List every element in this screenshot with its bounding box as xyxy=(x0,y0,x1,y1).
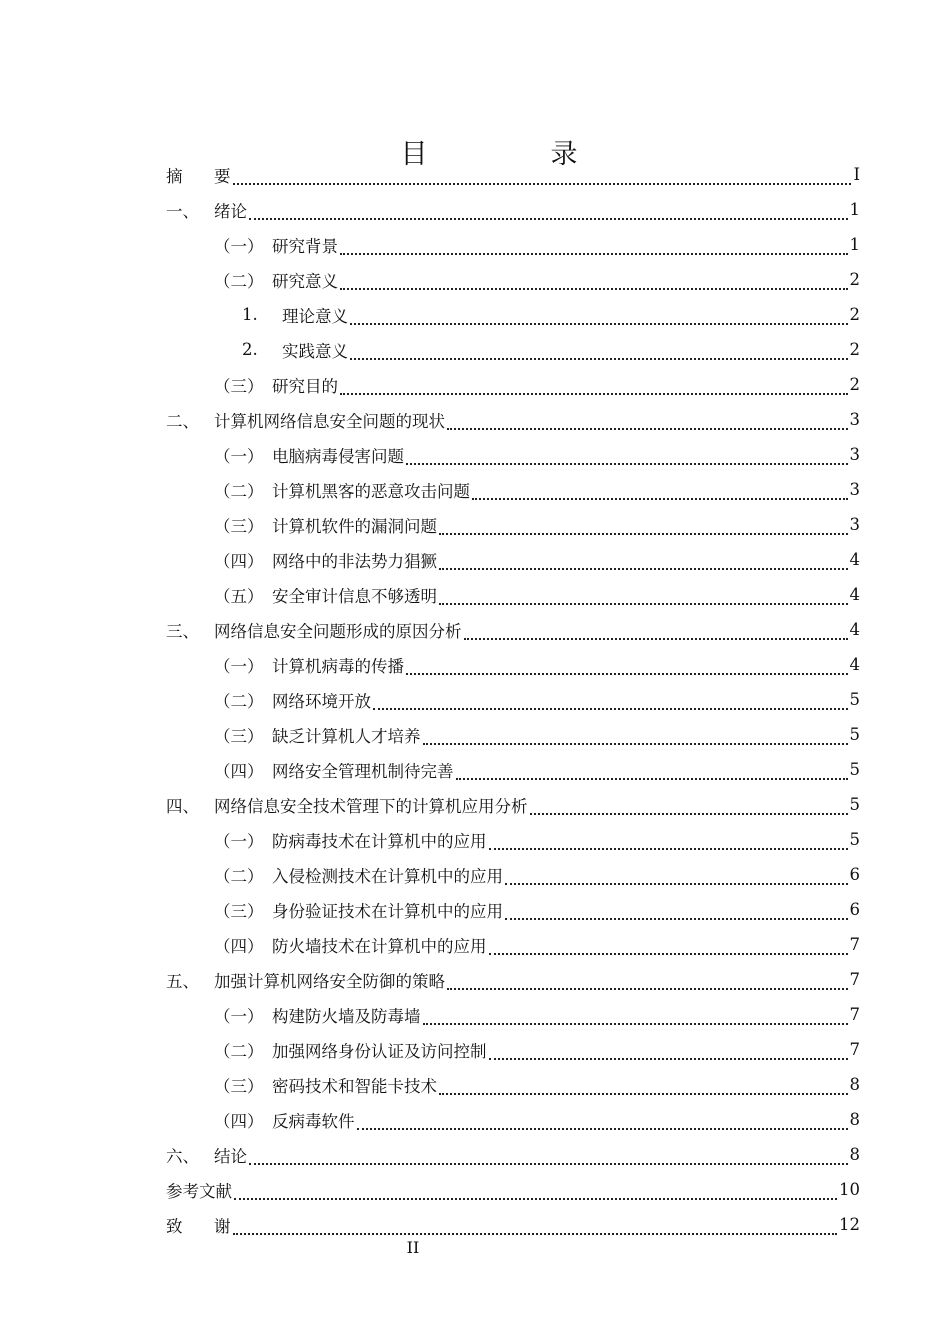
toc-entry-page: 4 xyxy=(849,655,860,674)
toc-entry[interactable] xyxy=(166,612,860,647)
dot-leader xyxy=(439,517,848,535)
dot-leader xyxy=(472,482,848,500)
toc-entry-page: 8 xyxy=(849,1110,860,1129)
dot-leader xyxy=(456,762,848,780)
toc-entry-page: 7 xyxy=(849,935,860,954)
toc-entry-title: 缺乏计算机人才培养 xyxy=(272,726,421,746)
toc-entry-page: 4 xyxy=(849,585,860,604)
toc-entry[interactable] xyxy=(166,227,860,262)
toc-entry[interactable] xyxy=(166,1137,860,1172)
dot-leader xyxy=(373,692,848,710)
toc-entry-page: 12 xyxy=(839,1215,860,1234)
dot-leader xyxy=(233,1217,838,1235)
toc-entry-page: 1 xyxy=(849,200,860,219)
dot-leader xyxy=(439,587,848,605)
toc-entry[interactable] xyxy=(166,997,860,1032)
toc-entry-number: （一） xyxy=(214,831,264,851)
dot-leader xyxy=(406,657,848,675)
toc-entry-title: 计算机网络信息安全问题的现状 xyxy=(214,411,445,431)
toc-entry[interactable] xyxy=(166,927,860,962)
toc-entry-title: 加强网络身份认证及访问控制 xyxy=(272,1041,487,1061)
dot-leader xyxy=(489,832,848,850)
dot-leader xyxy=(350,307,848,325)
toc-entry-title: 研究目的 xyxy=(272,376,338,396)
toc-entry-page: 5 xyxy=(849,690,860,709)
dot-leader xyxy=(505,867,848,885)
toc-entry-page: 6 xyxy=(849,900,860,919)
toc-entry[interactable] xyxy=(166,507,860,542)
toc-entry-number: （四） xyxy=(214,761,264,781)
dot-leader xyxy=(249,1147,848,1165)
toc-entry-page: 4 xyxy=(849,620,860,639)
toc-entry-number: 摘 xyxy=(166,166,183,186)
toc-title: 目 录 xyxy=(400,139,626,171)
toc-entry-page: 3 xyxy=(849,445,860,464)
dot-leader xyxy=(530,797,848,815)
toc-entry[interactable] xyxy=(166,822,860,857)
dot-leader xyxy=(489,1042,848,1060)
toc-entry-page: 7 xyxy=(849,970,860,989)
toc-entry[interactable] xyxy=(166,1032,860,1067)
toc-entry-title: 要 xyxy=(214,166,231,186)
dot-leader xyxy=(489,937,848,955)
toc-entry[interactable] xyxy=(166,297,860,332)
toc-entry-title: 计算机病毒的传播 xyxy=(272,656,404,676)
toc-entry-page: 10 xyxy=(839,1180,860,1199)
toc-entry-number: （三） xyxy=(214,376,264,396)
dot-leader xyxy=(439,1077,848,1095)
toc-entry[interactable] xyxy=(166,437,860,472)
dot-leader xyxy=(423,1007,848,1025)
toc-entry-title: 网络信息安全技术管理下的计算机应用分析 xyxy=(214,796,528,816)
toc-entry-number: （四） xyxy=(214,551,264,571)
toc-entry-title: 实践意义 xyxy=(282,341,348,361)
table-of-contents xyxy=(166,157,860,1242)
dot-leader xyxy=(340,272,848,290)
toc-entry[interactable] xyxy=(166,472,860,507)
toc-entry[interactable] xyxy=(166,717,860,752)
toc-entry-page: 5 xyxy=(849,725,860,744)
toc-entry[interactable] xyxy=(166,1102,860,1137)
toc-entry-title: 谢 xyxy=(214,1216,231,1236)
toc-entry-title: 结论 xyxy=(214,1146,247,1166)
toc-entry-number: 六、 xyxy=(166,1146,199,1166)
dot-leader xyxy=(447,412,848,430)
toc-entry-title: 入侵检测技术在计算机中的应用 xyxy=(272,866,503,886)
toc-entry-number: （四） xyxy=(214,936,264,956)
toc-entry-number: （二） xyxy=(214,866,264,886)
toc-entry[interactable] xyxy=(166,192,860,227)
toc-entry-title: 密码技术和智能卡技术 xyxy=(272,1076,437,1096)
toc-entry-title: 计算机黑客的恶意攻击问题 xyxy=(272,481,470,501)
toc-entry[interactable] xyxy=(166,577,860,612)
toc-entry-title: 身份验证技术在计算机中的应用 xyxy=(272,901,503,921)
toc-entry[interactable] xyxy=(166,857,860,892)
dot-leader xyxy=(505,902,848,920)
toc-entry[interactable] xyxy=(166,647,860,682)
toc-entry-number: 1. xyxy=(242,305,258,324)
toc-entry-number: （一） xyxy=(214,656,264,676)
dot-leader xyxy=(340,377,848,395)
toc-entry-page: 2 xyxy=(849,375,860,394)
toc-entry-title: 计算机软件的漏洞问题 xyxy=(272,516,437,536)
toc-entry-title: 电脑病毒侵害问题 xyxy=(272,446,404,466)
toc-entry-page: 2 xyxy=(849,270,860,289)
toc-entry-number: （一） xyxy=(214,446,264,466)
toc-entry-number: （五） xyxy=(214,586,264,606)
toc-entry-page: 5 xyxy=(849,795,860,814)
toc-entry-title: 防火墙技术在计算机中的应用 xyxy=(272,936,487,956)
toc-entry-title: 加强计算机网络安全防御的策略 xyxy=(214,971,445,991)
toc-entry-page: 8 xyxy=(849,1075,860,1094)
dot-leader xyxy=(423,727,848,745)
toc-entry[interactable] xyxy=(166,1067,860,1102)
toc-entry-number: 2. xyxy=(242,340,258,359)
toc-entry-number: （三） xyxy=(214,516,264,536)
toc-entry-number: （二） xyxy=(214,481,264,501)
toc-entry[interactable] xyxy=(166,892,860,927)
toc-entry-title: 参考文献 xyxy=(166,1181,232,1201)
toc-entry-page: 5 xyxy=(849,830,860,849)
dot-leader xyxy=(249,202,848,220)
toc-entry-title: 网络安全管理机制待完善 xyxy=(272,761,454,781)
toc-entry-title: 绪论 xyxy=(214,201,247,221)
toc-entry[interactable] xyxy=(166,962,860,997)
toc-entry-title: 网络信息安全问题形成的原因分析 xyxy=(214,621,462,641)
toc-entry-title: 理论意义 xyxy=(282,306,348,326)
toc-entry-page: 6 xyxy=(849,865,860,884)
toc-entry-title: 网络环境开放 xyxy=(272,691,371,711)
toc-entry-page: 2 xyxy=(849,305,860,324)
toc-entry[interactable] xyxy=(166,157,860,192)
toc-entry-number: （二） xyxy=(214,691,264,711)
toc-entry-title: 研究背景 xyxy=(272,236,338,256)
dot-leader xyxy=(447,972,848,990)
dot-leader xyxy=(340,237,848,255)
toc-entry-number: （三） xyxy=(214,726,264,746)
toc-entry-page: 3 xyxy=(849,480,860,499)
toc-entry-title: 构建防火墙及防毒墙 xyxy=(272,1006,421,1026)
toc-entry-title: 安全审计信息不够透明 xyxy=(272,586,437,606)
dot-leader xyxy=(350,342,848,360)
toc-entry[interactable] xyxy=(166,1207,860,1242)
dot-leader xyxy=(234,1182,837,1200)
toc-entry-number: （一） xyxy=(214,236,264,256)
toc-entry-number: 三、 xyxy=(166,621,199,641)
toc-entry-number: （二） xyxy=(214,1041,264,1061)
dot-leader xyxy=(439,552,848,570)
toc-entry[interactable] xyxy=(166,262,860,297)
dot-leader xyxy=(406,447,848,465)
toc-entry-page: 7 xyxy=(849,1040,860,1059)
toc-entry[interactable] xyxy=(166,682,860,717)
toc-entry-page: 1 xyxy=(849,235,860,254)
toc-entry-title: 反病毒软件 xyxy=(272,1111,355,1131)
toc-entry-page: 3 xyxy=(849,515,860,534)
toc-entry-page: 5 xyxy=(849,760,860,779)
page-number-footer: II xyxy=(406,1238,420,1257)
toc-entry-page: 2 xyxy=(849,340,860,359)
toc-entry-title: 网络中的非法势力猖獗 xyxy=(272,551,437,571)
toc-entry-title: 防病毒技术在计算机中的应用 xyxy=(272,831,487,851)
toc-entry[interactable] xyxy=(166,402,860,437)
toc-entry[interactable] xyxy=(166,752,860,787)
toc-entry-number: （四） xyxy=(214,1111,264,1131)
toc-entry-number: （三） xyxy=(214,901,264,921)
toc-entry-number: （一） xyxy=(214,1006,264,1026)
toc-entry-page: 3 xyxy=(849,410,860,429)
toc-entry-page: 4 xyxy=(849,550,860,569)
toc-entry-number: （二） xyxy=(214,271,264,291)
toc-entry-title: 研究意义 xyxy=(272,271,338,291)
toc-entry-number: 四、 xyxy=(166,796,199,816)
toc-entry[interactable] xyxy=(166,787,860,822)
toc-entry[interactable] xyxy=(166,367,860,402)
dot-leader xyxy=(233,167,852,185)
toc-entry-number: 一、 xyxy=(166,201,199,221)
toc-entry[interactable] xyxy=(166,1172,860,1207)
dot-leader xyxy=(464,622,848,640)
toc-entry[interactable] xyxy=(166,332,860,367)
dot-leader xyxy=(357,1112,848,1130)
toc-entry-number: 二、 xyxy=(166,411,199,431)
toc-entry-page: 8 xyxy=(849,1145,860,1164)
toc-entry-number: 五、 xyxy=(166,971,199,991)
toc-entry-page: 7 xyxy=(849,1005,860,1024)
toc-entry-page: I xyxy=(853,165,860,184)
toc-entry[interactable] xyxy=(166,542,860,577)
toc-entry-number: （三） xyxy=(214,1076,264,1096)
toc-entry-number: 致 xyxy=(166,1216,183,1236)
